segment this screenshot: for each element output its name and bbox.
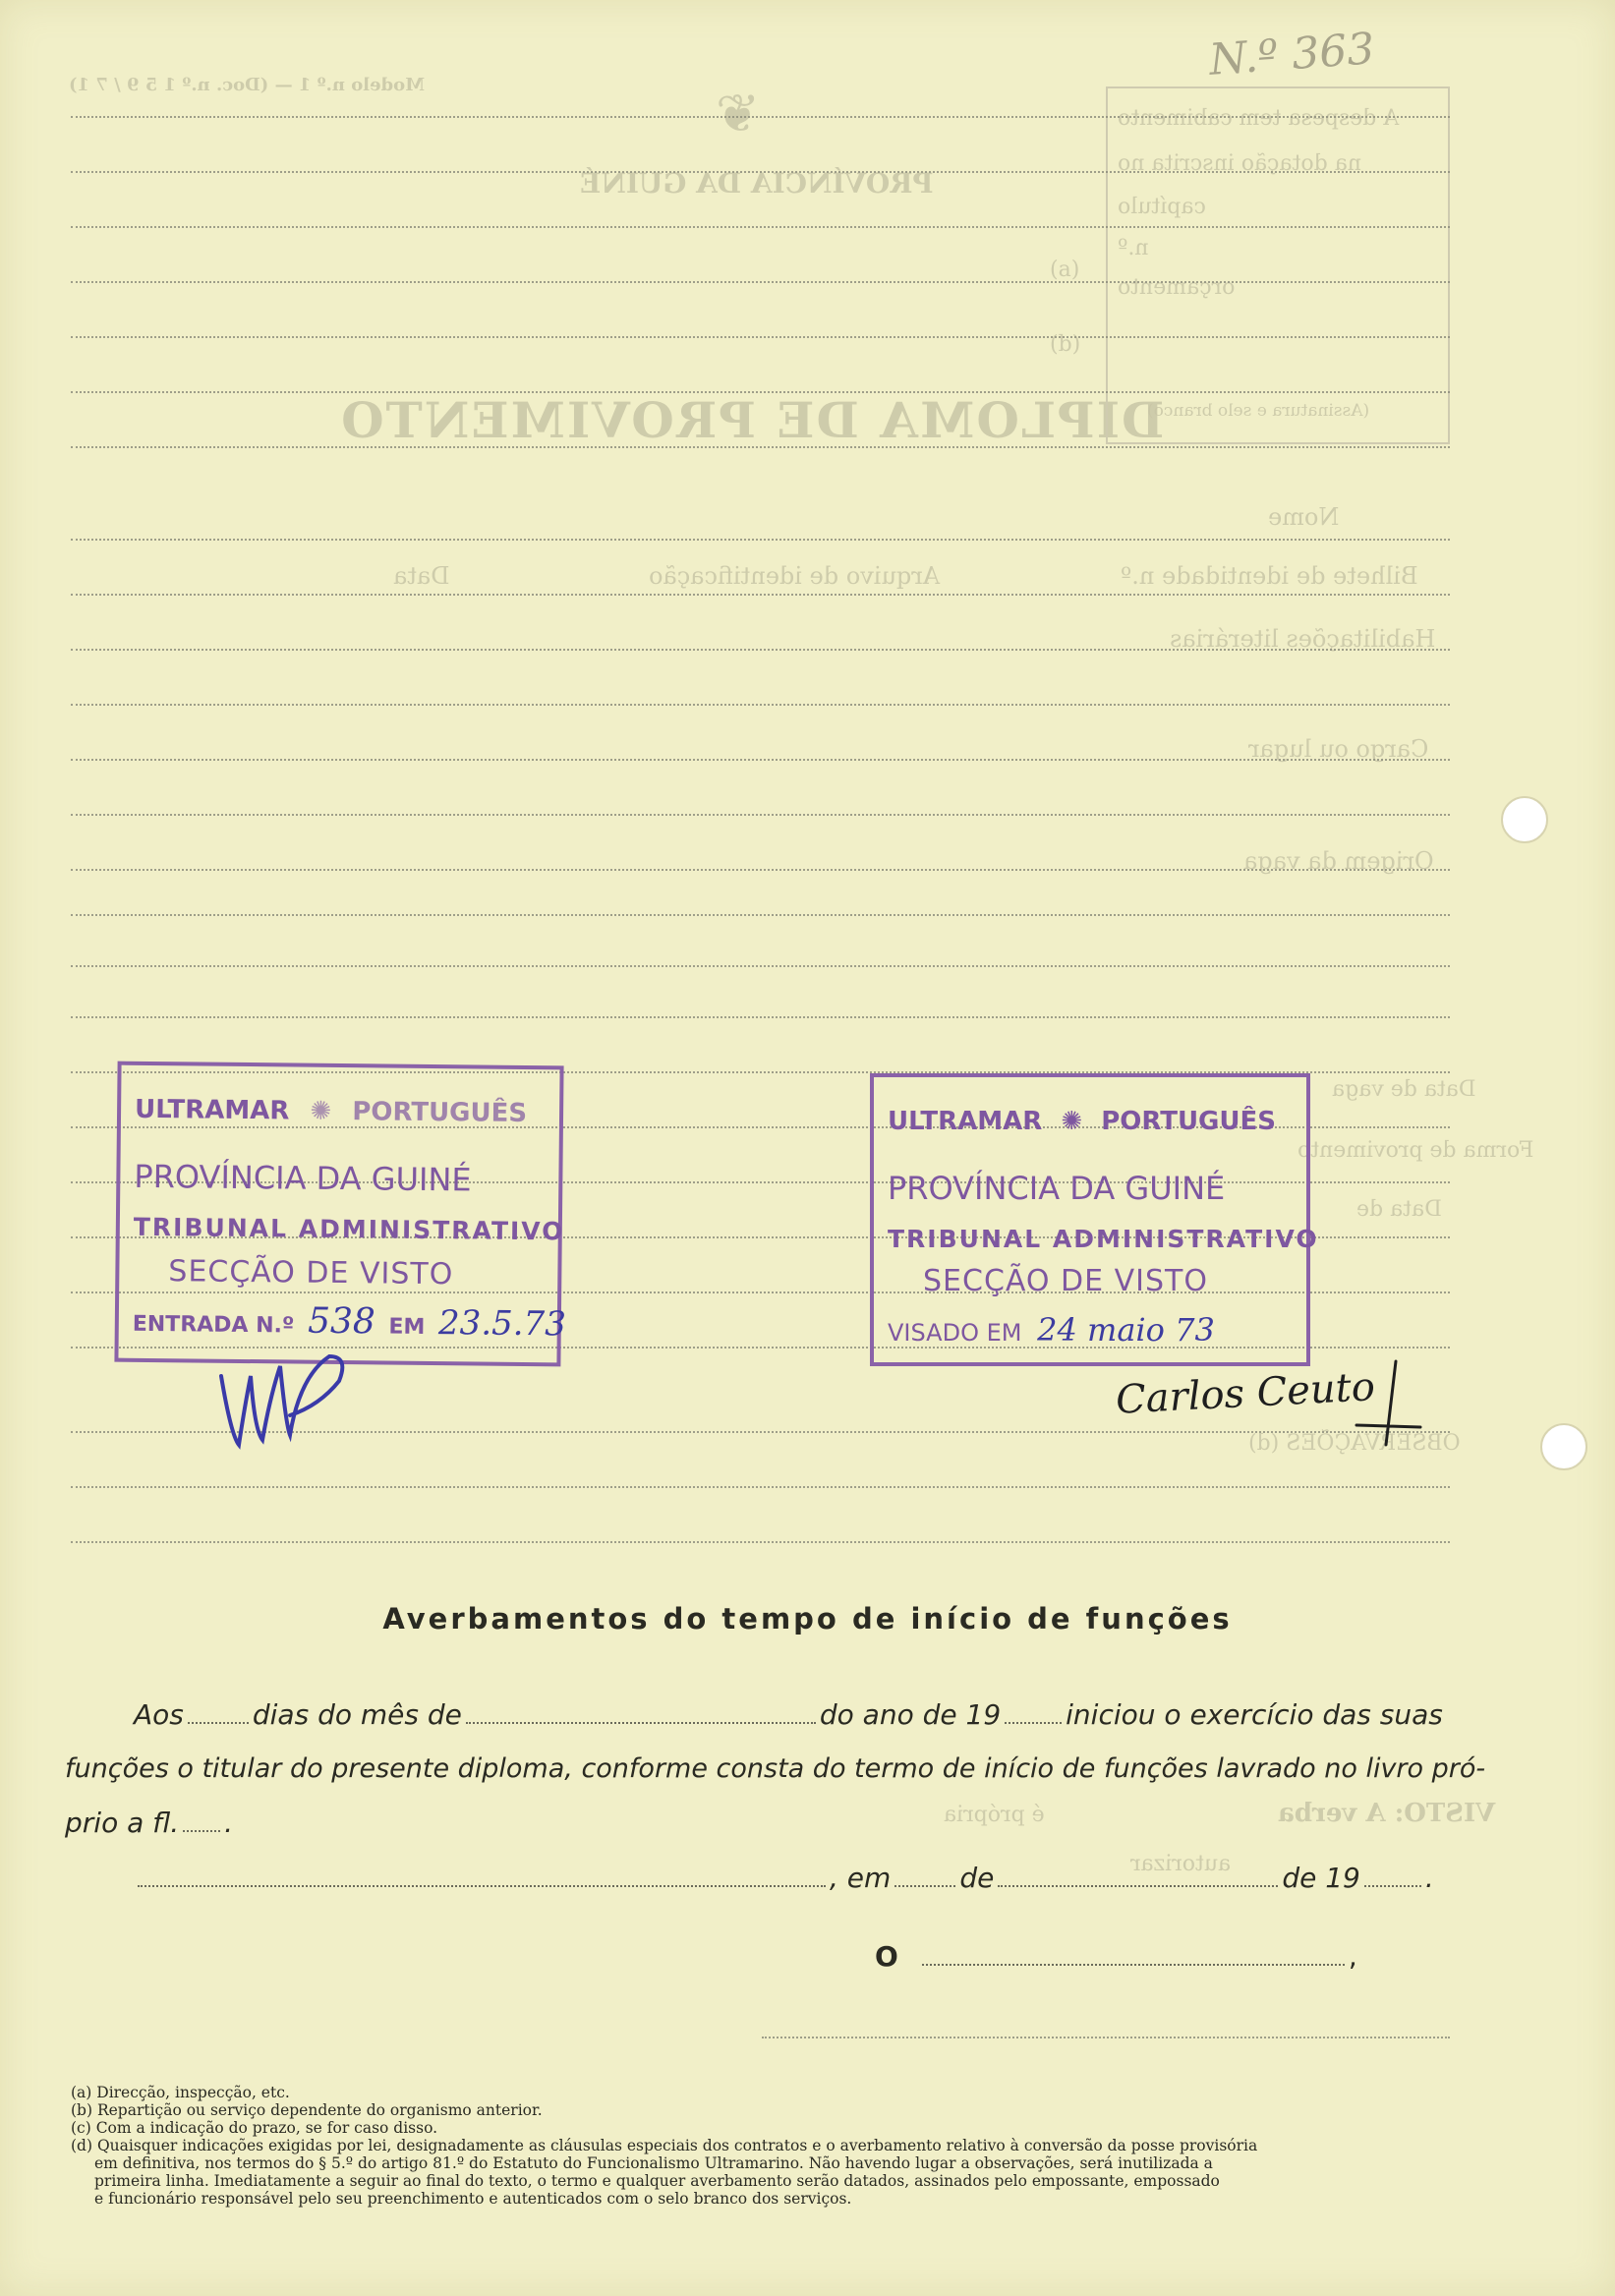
text-aos: Aos [134, 1698, 184, 1731]
field-data-de: Data de [1356, 1197, 1442, 1222]
rule [71, 391, 1450, 393]
stamp-crest-icon: ✺ [1061, 1107, 1083, 1136]
blank-month [466, 1722, 816, 1724]
text-signer-o: O [875, 1940, 898, 1973]
field-habilitacoes: Habilitações literárias [1170, 625, 1436, 653]
visado-label: VISADO EM [888, 1319, 1022, 1347]
text-em: , em [830, 1862, 892, 1894]
stamp-visado [870, 1073, 1319, 1366]
blank-place [138, 1885, 826, 1887]
text-iniciou: iniciou o exercício das suas [1066, 1698, 1443, 1731]
rule [71, 914, 1450, 916]
rule [71, 116, 1450, 118]
averbamentos-line-1 [134, 1698, 1443, 1731]
stamp-visado-line5 [888, 1311, 1306, 1349]
field-forma: Forma de provimento [1298, 1138, 1534, 1163]
field-observacoes: OBSERVAÇÕES (d) [1248, 1431, 1461, 1456]
field-arquivo: Arquivo de identificação [649, 562, 941, 590]
signer-line: O , [875, 1940, 1357, 1973]
box-line-5: orçamento [1118, 275, 1236, 300]
rule [71, 1486, 1450, 1488]
rule [71, 1016, 1450, 1018]
rule [71, 869, 1450, 871]
crest-icon: ❦ [716, 83, 761, 144]
rule [71, 594, 1450, 596]
blank-year2 [1364, 1885, 1421, 1887]
field-data: Data [393, 562, 450, 590]
stamp-visado-line1 [888, 1107, 1306, 1136]
field-data-vaga: Data de vaga [1332, 1077, 1476, 1102]
rule [71, 281, 1450, 283]
footnote-c: (c) Com a indicação do prazo, se for caso disso. [71, 2119, 438, 2137]
stamp-visado-line4: SECÇÃO DE VISTO [923, 1264, 1208, 1298]
letter-a: (a) [1050, 258, 1080, 282]
rule [71, 539, 1450, 541]
footnote-b: (b) Repartição ou serviço dependente do organismo anterior. [71, 2101, 543, 2119]
blank-year [1005, 1722, 1062, 1724]
text-de19: de 19 [1282, 1862, 1360, 1894]
rule [71, 226, 1450, 228]
entrada-label: ENTRADA N.º [132, 1311, 295, 1339]
model-label: Modelo n.º 1 — (Doc. n.º 1 5 9 / 7 1) [69, 75, 426, 95]
stamp-entrada-line1 [135, 1095, 559, 1129]
stamp-entrada-line2: PROVÍNCIA DA GUINÉ [134, 1157, 472, 1199]
box-line-2: na dotação inscrita no [1118, 151, 1361, 176]
text-prio: prio a fl. [65, 1807, 180, 1839]
entrada-date: 23.5.73 [437, 1303, 567, 1345]
footnotes [71, 2084, 1457, 2208]
em-label: EM [388, 1314, 426, 1340]
rule [71, 171, 1450, 173]
punch-hole-top [1501, 796, 1548, 843]
stamp-ultramar-text: ULTRAMAR [888, 1107, 1043, 1136]
text-dias: dias do mês de [252, 1698, 462, 1731]
rule [71, 649, 1450, 651]
rule [71, 965, 1450, 967]
blank-signer [922, 1964, 1345, 1966]
province-title-mirror: PROVÍNCIA DA GUINÉ [580, 167, 934, 200]
field-nome: Nome [1268, 503, 1340, 531]
initials-signature [211, 1337, 359, 1455]
blank-folio [183, 1830, 220, 1832]
signature-rule [762, 2037, 1450, 2038]
rule [71, 814, 1450, 816]
rule [71, 446, 1450, 448]
stamp-crest-icon: ✺ [310, 1096, 332, 1126]
field-visto: VISTO: A verba [1278, 1799, 1496, 1828]
text-ano: do ano de 19 [819, 1698, 1002, 1731]
stamp-entrada-line3: TRIBUNAL ADMINISTRATIVO [133, 1212, 565, 1246]
blank-month2 [998, 1885, 1278, 1887]
signature-right: Carlos Ceuto [1114, 1364, 1376, 1423]
rule [71, 336, 1450, 338]
stamp-entrada [114, 1062, 567, 1367]
box-line-3: capítulo [1118, 195, 1206, 219]
rule [71, 704, 1450, 706]
footnote-d2: em definitiva, nos termos do § 5.º do artigo 81.º do Estatuto do Funcionalismo Ultramarino. Não havendo lugar a observações, será inutilizada a [94, 2154, 1213, 2172]
box-caption: (Assinatura e selo branco) [1147, 401, 1370, 421]
stamp-portugues-text: PORTUGUÊS [352, 1097, 528, 1128]
field-autorizar: autorizar [1130, 1852, 1232, 1876]
entrada-number: 538 [307, 1300, 376, 1343]
rule [71, 759, 1450, 761]
stamp-entrada-line4: SECÇÃO DE VISTO [168, 1254, 454, 1292]
place-date-line: , em de de 19 . [134, 1862, 1434, 1894]
text-de: de [959, 1862, 995, 1894]
averbamentos-title: Averbamentos do tempo de início de funções [382, 1602, 1233, 1636]
stamp-portugues-text: PORTUGUÊS [1101, 1107, 1277, 1136]
stamp-visado-line3: TRIBUNAL ADMINISTRATIVO [888, 1225, 1319, 1253]
footnote-a: (a) Direcção, inspecção, etc. [71, 2084, 290, 2101]
stamp-visado-line2: PROVÍNCIA DA GUINÉ [888, 1170, 1226, 1207]
footnote-d1: (d) Quaisquer indicações exigidas por lei, designadamente as cláusulas especiais dos contratos e o averbamento relativo à conversão da posse provisória [71, 2137, 1258, 2154]
averbamentos-line-2: funções o titular do presente diploma, conforme consta do termo de início de funções lavrado no livro pró- [65, 1753, 1486, 1784]
signature-cross-mark [1347, 1356, 1425, 1455]
blank-day [894, 1885, 955, 1887]
letter-b: (b) [1050, 332, 1081, 357]
box-line-1: A despesa tem cabimento [1118, 106, 1400, 131]
rule [71, 1541, 1450, 1543]
field-cargo: Cargo ou lugar [1248, 735, 1429, 763]
field-propria: é própria [944, 1803, 1045, 1827]
footnote-d3: primeira linha. Imediatamente a seguir ao final do texto, o termo e qualquer averbamento serão datados, assinados pelo empossante, empossado [94, 2172, 1220, 2190]
field-origem: Origem da vaga [1243, 847, 1434, 875]
field-bilhete: Bilhete de identidade n.º [1121, 562, 1418, 590]
punch-hole-bottom [1540, 1423, 1587, 1470]
diploma-title-mirror: DIPLOMA DE PROVIMENTO [339, 391, 1165, 449]
visado-date: 24 maio 73 [1037, 1311, 1215, 1349]
box-line-4: n.º [1118, 236, 1149, 260]
footnote-d4: e funcionário responsável pelo seu preenchimento e autenticados com o selo branco dos serviços. [94, 2190, 852, 2208]
blank-days [188, 1722, 249, 1724]
handwritten-number: N.º 363 [1207, 24, 1376, 86]
stamp-ultramar-text: ULTRAMAR [134, 1094, 290, 1126]
averbamentos-line-3: prio a fl. . [65, 1807, 234, 1839]
